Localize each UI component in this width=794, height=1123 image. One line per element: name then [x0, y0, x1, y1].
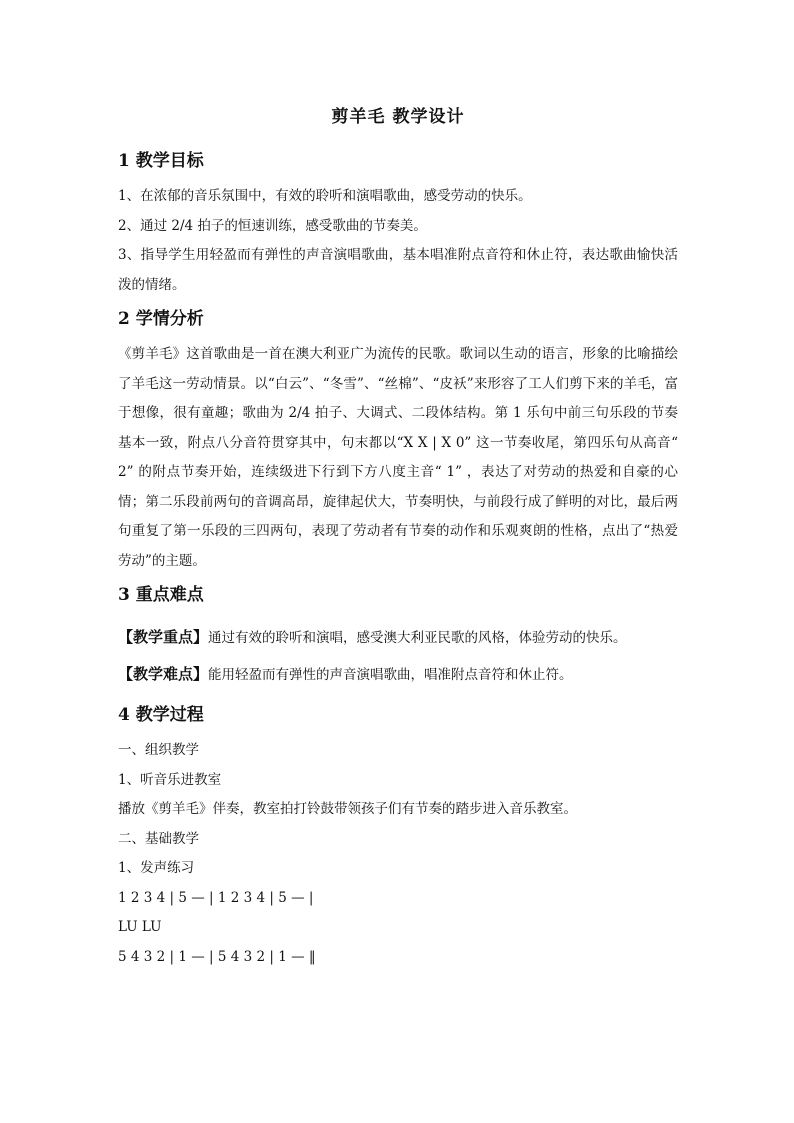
section-heading-process: 4 教学过程 [118, 705, 204, 725]
objective-item-1: 1、在浓郁的音乐氛围中，有效的聆听和演唱歌曲，感受劳动的快乐。 [118, 188, 532, 204]
process-line-4: 二、基础教学 [118, 830, 199, 847]
teaching-difficulty-text: 能用轻盈而有弹性的声音演唱歌曲，唱准附点音符和休止符。 [208, 667, 573, 683]
analysis-paragraph: 《剪羊毛》这首歌曲是一首在澳大利亚广为流传的民歌。歌词以生动的语言，形象的比喻描绘了羊毛这一劳动情景。以“白云”、“冬雪”、“丝棉”、“皮袄”来形容了工人们剪下来的羊毛，富于想像，很有童趣；歌曲为 2/4 拍子、大调式、二段体结构。第 1 乐句中前三句乐段的节奏基本一致，附点八分音符贯穿其中，句末都以“X X | X 0” 这一节奏收尾，第四乐句从高音“ 2” 的附点节奏开始，连续级进下行到下方八度主音“ 1” ，表达了对劳动的热爱和自豪的心情；第二乐段前两句的音调高昂，旋律起伏大，节奏明快，与前段行成了鲜明的对比，最后两句重复了第一乐段的三四两句，表现了劳动者有节奏的动作和乐观爽朗的性格，点出了“热爱劳动”的主题。 [118, 346, 678, 569]
section-heading-objectives: 1 教学目标 [118, 151, 204, 171]
process-line-3: 播放《剪羊毛》伴奏，教室拍打铃鼓带领孩子们有节奏的踏步进入音乐教室。 [118, 801, 577, 817]
section-heading-analysis: 2 学情分析 [118, 309, 204, 329]
teaching-difficulty [118, 663, 678, 686]
process-line-1: 一、组织教学 [118, 742, 199, 758]
objective-item-3: 3、指导学生用轻盈而有弹性的声音演唱歌曲，基本唱准附点音符和休止符，表达歌曲愉快活泼的情绪。 [118, 247, 678, 293]
process-line-5: 1、发声练习 [118, 860, 195, 876]
process-line-7: LU LU [118, 919, 162, 935]
document-page [118, 104, 678, 972]
teaching-focus-label: 【教学重点】 [118, 628, 209, 646]
process-line-2: 1、听音乐进教室 [118, 771, 222, 788]
process-line-8: 5 4 3 2 | 1 — | 5 4 3 2 | 1 — ‖ [118, 948, 316, 965]
teaching-difficulty-label: 【教学难点】 [118, 665, 209, 683]
section-heading-key-points: 3 重点难点 [118, 585, 204, 605]
teaching-focus [118, 626, 678, 649]
document-title: 剪羊毛 教学设计 [331, 107, 465, 127]
process-line-6: 1 2 3 4 | 5 — | 1 2 3 4 | 5 — | [118, 889, 314, 906]
objective-item-2: 2、通过 2/4 拍子的恒速训练，感受歌曲的节奏美。 [118, 217, 427, 234]
teaching-focus-text: 通过有效的聆听和演唱，感受澳大利亚民歌的风格，体验劳动的快乐。 [208, 630, 627, 646]
